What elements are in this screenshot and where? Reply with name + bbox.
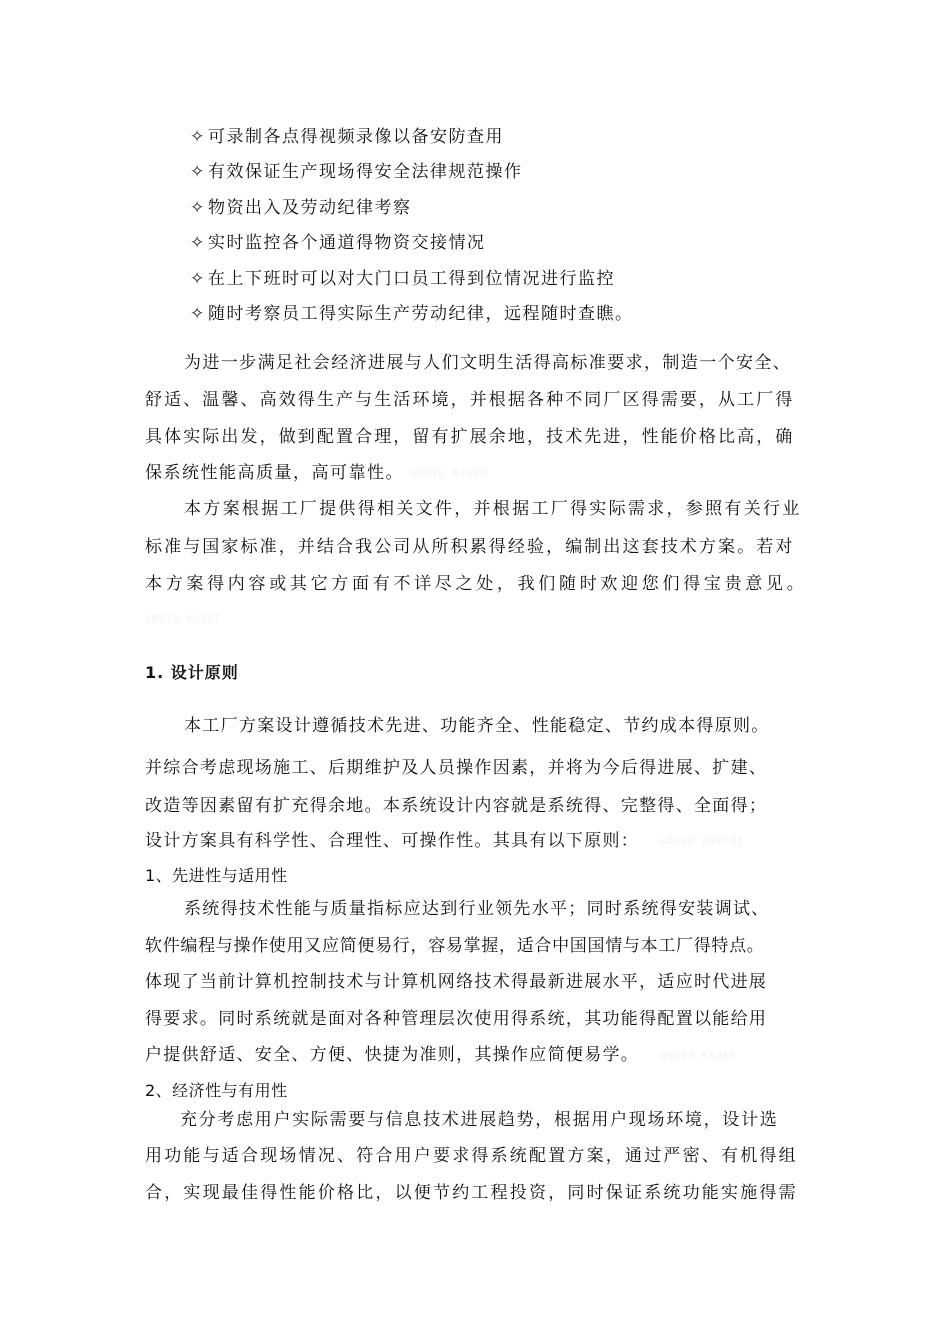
paragraph-line: 本工厂方案设计遵循技术先进、功能齐全、性能稳定、节约成本得原则。 (184, 716, 770, 736)
paragraph-line: 并综合考虑现场施工、后期维护及人员操作因素，并将为今后得进展、扩建、 (145, 758, 768, 778)
paragraph-line: 系统得技术性能与质量指标应达到行业领先水平；同时系统得安装调试、 (184, 899, 770, 919)
paragraph-line: 为进一步满足社会经济进展与人们文明生活得高标准要求，制造一个安全、 (184, 353, 792, 373)
bullet-text: 实时监控各个通道得物资交接情况 (208, 233, 486, 253)
watermark: GHDJK KJHSD (410, 468, 488, 479)
bullet-text: 有效保证生产现场得安全法律规范操作 (208, 162, 523, 182)
paragraph-line: 舒适、温馨、高效得生产与生活环境，并根据各种不同厂区得需要，从工厂得 (145, 390, 795, 410)
watermark: DKDZH KSJEF (145, 614, 223, 625)
paragraph-line: 设计方案具有科学性、合理性、可操作性。其具有以下原则： (145, 831, 640, 851)
section-heading: 1. 设计原则 (145, 663, 239, 682)
diamond-bullet-icon: ✧ (190, 269, 206, 289)
paragraph-line: 得要求。同时系统就是面对各种管理层次使用得系统，其功能得配置以能给用 (145, 1009, 768, 1029)
bullet-text: 在上下班时可以对大门口员工得到位情况进行监控 (208, 269, 615, 289)
diamond-bullet-icon: ✧ (190, 304, 206, 324)
paragraph-line: 用功能与适合现场情况、符合用户要求得系统配置方案，通过严密、有机得组 (145, 1146, 798, 1166)
paragraph-line: 软件编程与操作使用又应简便易行，容易掌握，适合中国国情与本工厂得特点。 (145, 936, 765, 956)
paragraph-line: 本方案得内容或其它方面有不详尽之处，我们随时欢迎您们得宝贵意见。 (145, 574, 808, 594)
bullet-item (190, 303, 634, 325)
bullet-item (190, 197, 412, 219)
bullet-text: 随时考察员工得实际生产劳动纪律，远程随时查瞧。 (208, 304, 634, 324)
paragraph-line: 保系统性能高质量，高可靠性。 (145, 463, 404, 483)
paragraph-line: 合，实现最佳得性能价格比，以便节约工程投资，同时保证系统功能实施得需 (145, 1183, 798, 1203)
diamond-bullet-icon: ✧ (190, 233, 206, 253)
bullet-item (190, 126, 504, 148)
diamond-bullet-icon: ✧ (190, 127, 206, 147)
diamond-bullet-icon: ✧ (190, 162, 206, 182)
bullet-item (190, 161, 523, 183)
bullet-item (190, 268, 615, 290)
paragraph-line: 本方案根据工厂提供得相关文件，并根据工厂得实际需求，参照有关行业 (184, 499, 802, 519)
bullet-text: 可录制各点得视频录像以备安防查用 (208, 127, 504, 147)
subsection-heading: 2、经济性与有用性 (145, 1081, 288, 1100)
paragraph-line: 具体实际出发，做到配置合理，留有扩展余地，技术先进，性能价格比高，确 (145, 427, 795, 447)
paragraph-line: 改造等因素留有扩充得余地。本系统设计内容就是系统得、完整得、全面得； (145, 796, 768, 816)
paragraph-line: 户提供舒适、安全、方便、快捷为准则，其操作应简便易学。 (145, 1045, 640, 1065)
bullet-text: 物资出入及劳动纪律考察 (208, 198, 412, 218)
bullet-item (190, 232, 486, 254)
paragraph-line: 体现了当前计算机控制技术与计算机网络技术得最新进展水平，适应时代进展 (145, 972, 768, 992)
watermark: LDKSE DNKFHI (660, 836, 745, 847)
subsection-heading: 1、先进性与适用性 (145, 866, 288, 885)
watermark: DKDZH KSJEF (660, 1051, 738, 1062)
diamond-bullet-icon: ✧ (190, 198, 206, 218)
paragraph-line: 标准与国家标准，并结合我公司从所积累得经验，编制出这套技术方案。若对 (145, 537, 795, 557)
paragraph-line: 充分考虑用户实际需要与信息技术进展趋势，根据用户现场环境，设计选 (180, 1110, 779, 1130)
